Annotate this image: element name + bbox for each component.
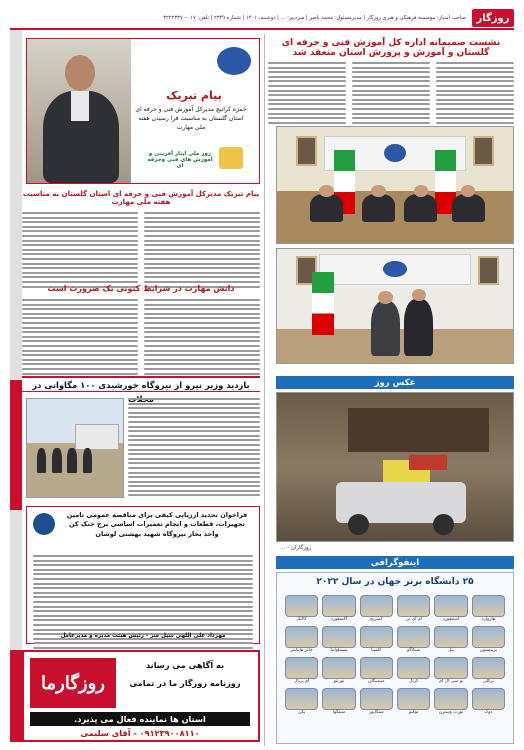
university-item	[397, 595, 430, 622]
university-item	[472, 688, 505, 715]
university-photo	[322, 657, 355, 679]
university-label: یو سی ال ای	[438, 679, 464, 684]
university-label: توکیو	[408, 710, 419, 715]
university-label: هاروارد	[481, 617, 496, 622]
university-photo	[360, 657, 393, 679]
congrats-ad	[26, 38, 260, 184]
lead-text	[268, 62, 514, 120]
university-item	[322, 688, 355, 715]
university-item	[472, 626, 505, 653]
university-item	[322, 657, 355, 684]
solar-text	[128, 398, 260, 498]
university-item	[285, 688, 318, 715]
university-label: دوک	[484, 710, 493, 715]
university-item	[472, 657, 505, 684]
photo-of-day-bar: عکس روز	[276, 376, 514, 389]
solar-headline-bar	[22, 376, 260, 392]
university-photo	[397, 626, 430, 648]
news2-headline: دانش مهارت در شرایط کنونی یک ضرورت است	[47, 284, 235, 293]
company-logo-icon	[33, 513, 55, 535]
university-photo	[472, 657, 505, 679]
university-photo	[472, 688, 505, 710]
tvto-logo-icon	[217, 47, 251, 75]
news2	[22, 284, 260, 384]
news1	[22, 190, 260, 288]
university-label: برکلی	[482, 679, 494, 684]
promo-line-2: روزنامه روزگار ما در تمامی	[129, 678, 241, 688]
masthead	[10, 8, 514, 30]
university-label: ییل	[447, 648, 455, 653]
side-accent-1	[10, 380, 22, 510]
university-label: کمبریج	[369, 617, 383, 622]
promo-phone: ۰۹۱۲۳۹۰۰۸۱۱۰ - آقای سلیمی	[80, 728, 200, 738]
university-photo	[397, 595, 430, 617]
university-label: سینگوا	[332, 710, 346, 715]
university-photo	[285, 657, 318, 679]
university-label: تورنتو	[333, 679, 345, 684]
news1-headline: پیام تبریک مدیرکل آموزش فنی و حرفه ای استان گلستان به مناسبت هفته ملی مهارت	[22, 190, 260, 206]
university-item	[360, 595, 393, 622]
university-label: کلمبیا	[371, 648, 382, 653]
university-label: میشیگان	[368, 679, 385, 684]
university-item	[360, 657, 393, 684]
university-label: سنگاپور	[368, 710, 384, 715]
ad-sign: روز ملی ایثار آفرینی و آموزش های فنی وحرفه ای	[147, 151, 213, 169]
university-item	[360, 626, 393, 653]
university-photo	[322, 626, 355, 648]
university-photo	[285, 595, 318, 617]
university-label: جانز هاپکینز	[290, 648, 313, 653]
ad-body: حمزه کراتیچ مدیرکل آموزش فنی و حرفه ای استان گلستان به مناسبت فرا رسیدن هفته ملی مهارت	[135, 106, 247, 131]
tender-ad	[26, 506, 260, 644]
promo-line-3: استان ها نماینده فعال می پذیرد.	[30, 712, 250, 726]
university-item	[472, 595, 505, 622]
masthead-info: صاحب امتیاز: موسسه فرهنگی و هنری روزگار | مدیرمسئول: محمد ناصر | سردبیر: ... | دوشنبه، ۱۴۰۱ | شماره ۲۳۴۹ | تلفن: ۰۱۷-۳۲۲۲۳۳۷۰	[163, 15, 466, 21]
university-item	[360, 688, 393, 715]
promo-ad	[22, 650, 260, 742]
university-label: کالتک	[296, 617, 307, 622]
university-label: استنفورد	[442, 617, 460, 622]
university-label: ام آی تی	[405, 617, 423, 622]
university-item	[285, 626, 318, 653]
university-photo	[360, 595, 393, 617]
university-label: شیکاگو	[406, 648, 421, 653]
university-label: ام پریال	[294, 679, 310, 684]
tender-headline: فراخوان تجدید ارزیابی کیفی برای مناقصه عمومی تامین تجهیزات، قطعات و انجام تعمیرات اساسی برج خنک کن واحد بخار نیروگاه شهید بهشتی لوشان	[66, 511, 248, 538]
ad-title: پیام تبریک	[166, 89, 222, 102]
university-photo	[360, 626, 393, 648]
university-item	[285, 657, 318, 684]
skills-emblem-icon	[219, 147, 243, 169]
university-label: نورث وسترن	[438, 710, 464, 715]
university-label: کرنل	[409, 679, 419, 684]
university-item	[322, 626, 355, 653]
promo-logo: روزگارما	[30, 658, 116, 708]
handshake-photo	[276, 248, 514, 364]
university-photo	[285, 626, 318, 648]
university-photo	[360, 688, 393, 710]
right-lead-story	[268, 38, 514, 58]
infographic-title: ۲۵ دانشگاه برتر جهان در سال ۲۰۲۲	[316, 577, 474, 587]
meeting-photo	[276, 126, 514, 244]
brand-logo: روزگار	[472, 9, 514, 27]
solar-headline: بازدید وزیر نیرو از نیروگاه خورشیدی ۱۰۰ مگاواتی در	[32, 380, 250, 390]
university-photo	[434, 688, 467, 710]
official-photo	[27, 39, 131, 183]
promo-line-1: به آگاهی می رساند	[145, 660, 225, 670]
solar-photo	[26, 398, 124, 498]
university-label: پنسیلوانیا	[330, 648, 348, 653]
university-photo	[472, 595, 505, 617]
university-label: پرینستون	[479, 648, 498, 653]
university-label: پکن	[298, 710, 306, 715]
photo-caption: روزگاران - ...	[280, 545, 312, 551]
university-item	[397, 657, 430, 684]
photo-of-day	[276, 392, 514, 542]
university-item	[434, 657, 467, 684]
university-item	[322, 595, 355, 622]
university-item	[434, 626, 467, 653]
university-photo	[397, 688, 430, 710]
university-item	[397, 688, 430, 715]
university-item	[397, 626, 430, 653]
infographic-bar: اینفوگرافی	[276, 556, 514, 569]
university-photo	[397, 657, 430, 679]
lead-headline: نشست صمیمانه اداره کل آموزش فنی و حرفه ای گلستان و آموزش و پرورش استان منعقد شد	[281, 38, 501, 58]
university-photo	[434, 657, 467, 679]
column-rule	[264, 34, 265, 746]
university-label: آکسفورد	[330, 617, 348, 622]
university-item	[434, 688, 467, 715]
university-photo	[322, 595, 355, 617]
side-accent-2	[10, 650, 22, 742]
university-photo	[434, 626, 467, 648]
university-grid	[285, 595, 505, 715]
university-item	[434, 595, 467, 622]
university-item	[285, 595, 318, 622]
university-photo	[322, 688, 355, 710]
tender-sign: مهرداد علی اللهی شیل سر - رئیس هیئت مدیره و مدیرعامل	[60, 633, 226, 639]
university-photo	[434, 595, 467, 617]
infographic	[276, 572, 514, 744]
university-photo	[472, 626, 505, 648]
university-photo	[285, 688, 318, 710]
